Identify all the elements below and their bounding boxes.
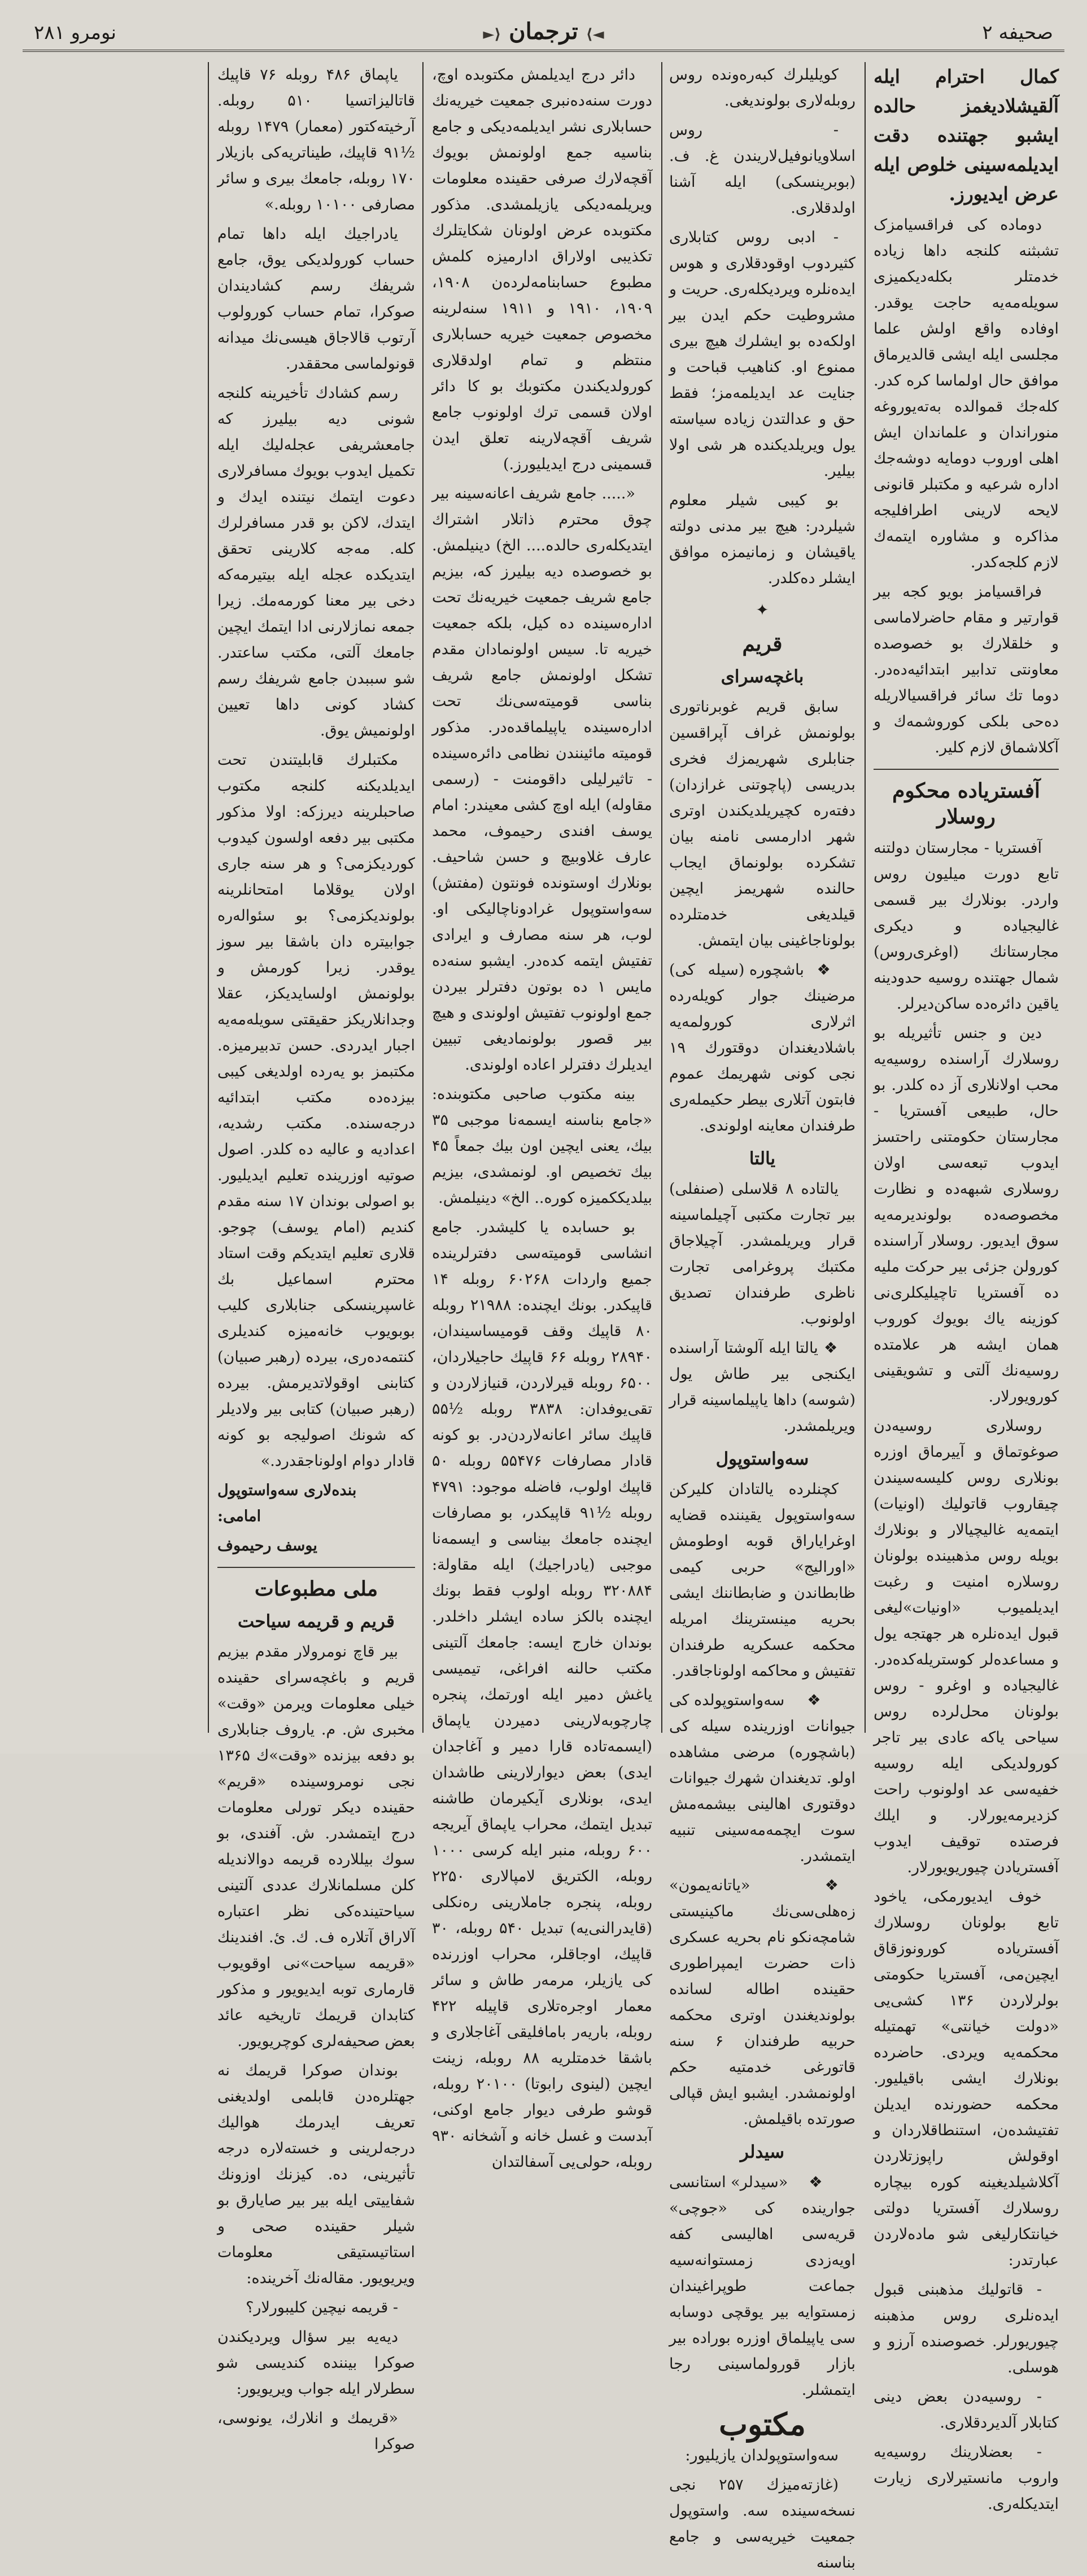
news-item: ❖ باشچوره (سیله کی) مرضینك جوار کویله‌رده اثرلاری کورولمه‌یه باشلادیغندان دوقتورك ۱۹ نجی کونی شهریمك عموم فابتون آتلاری بیطر حکیمله‌ری طرفندان معاینه اولوندی.	[669, 957, 855, 1139]
subhead-crimea-travel: قریم و قریمه سیاحت	[237, 1611, 395, 1632]
article-paragraph: بیر قاچ نومرولار مقدم بیزیم قریم و باغچه‌سرای حقینده خیلی معلومات ویرمن «وقت» مخبری ش. م. یاروف جنابلاری بو دفعه بیزنده «وقت»ك ۱۳۶۵ نجی نومروسینده «قریم» حقینده دیکر تورلی معلومات درج ایتمشدر. ش. آفندی، بو سوك بیللارده قریمه دوالاندیله کلن مسلمانلارك عددی آلتینی سیاحتینده‌کی نظر اعتباره آلاراق آتلاره ف. ك. ئ. افندینك «قریمه سیاحت»نی اوقویوب قارماری توبه ایدیویور و مذکور کتابدان قریمك تاریخیه عائد بعض صحیفه‌لری کوچریویور.	[217, 1643, 415, 2050]
article-paragraph: یالتاده ۸ قلاسلی (صنفلی) بیر تجارت مکتبی آچیلماسینه قرار ویریلمشدر. آچیلاجاق مکتبك پروغرامی تجارت ناظری طرفندان تصدیق اولونوب.	[669, 1180, 855, 1328]
article-paragraph: مکتبلرك قابلیتندن تحت ایدیلدیکنه کلنجه مکتوب صاحبلرینه دیرزکه: اولا مذکور مکتبی بیر دفعه اولسون کیدوب کوردیکزمی؟ و هر سنه جاری اولان یوقلاما امتحانلرینه بولوندیکزمی؟ بو سئواله‌ره جوابیتره دان باشقا بیر سوز یوقدر. زیرا کورمش و بولونمش اولسایدیکز، عقلا وجدانلاریکز حقیقتی سویله‌مه‌یه اجبار ایدردی. حسن تدبیرمیزه. مکتبمز بو یه‌رده اولدیغی کیبی بیزده‌ده مکتب ابتدائیه درجه‌سنده. مکتب رشدیه، اعدادیه و عالیه ده کلدر. اصول صوتیه اوزرینده تعلیم ایدیلیور. بو اصولی بوندان ۱۷ سنه مقدم کندیم (امام یوسف) چوجو. قلاری تعلیم ایتدیکم وقت استاد محترم اسماعیل بك غاسپرینسکی جنابلاری کلیب بوبویوب خانه‌میزه کندیلری کنتمه‌ده‌ری، بیرده (رهبر صبیان) کتابنی اوقولاتدیرمش. بیرده (رهبر صبیان) کتابی بیر ولادیلر که شونك اصولیجه بو کونه قادار دوام اولوناجقدرد.»	[217, 751, 416, 1470]
signature-title: بنده‌لاری سه‌واستوپول امامی:	[217, 1482, 357, 1525]
section-separator	[874, 769, 1059, 770]
article-paragraph: رسم کشادك تأخیرینه کلنجه شونی دیه بیلیرز که جامعشریفی عجله‌لیك ایله تکمیل ایدوب بویوك مسافرلاری دعوت ایتمك نیتنده ایدك و ایتدك، لاکن بو قدر مسافرلرك کله. مه‌جه کلارینی تحقق ایتدیکده عجله ایله بیتیرمه‌که دخی بیر معنا کورمه‌مك. زیرا جمعه نمازلارنی ادا ایتمك ایچین جامعك آلتی، مکتب ساعتدر. شو سببدن جامع شریفك رسم کشاد کونی داها تعیین اولونمیش یوق.	[217, 384, 415, 739]
news-item: ❖ «سیدلر» استانسی جوارینده کی «جوچی» قریه‌سی اهالیسی کفه اویه‌زدی زمستوانه‌سیه جماعت طوپراغیندان زمستوایه بیر یوقچی دوسابه سی یاپیلماق اوزره بوراده بیر بازار قورولماسینی رجا ایتمشلر.	[669, 2170, 855, 2403]
article-paragraph: یاپماق ۴۸۶ روبله ۷۶ قاپیك قاتالیزاتسیا ۵۱۰ روبله. آرخیته‌کتور (معمار) ۱۴۷۹ روبله ½۹۱ قاپیك، طیناتریه‌کی بازیلار ۱۷۰ روبله، جامعك بیری و سائر مصارفی ۱۰۱۰۰ روبله.»	[217, 66, 415, 213]
headline-national-press: ملی مطبوعات	[254, 1577, 378, 1601]
column-1	[874, 62, 1059, 2513]
lead-paragraph: کمال احترام ایله آلقیشلادیغمز حالده ایشبو جهتنده دقت ایدیلمه‌سینی خلوص ایله عرض ایدیورز.	[874, 65, 1059, 205]
article-paragraph: - روس اسلاویانوفیل‌لاریندن غ. ف. (بوبرینسکی) ایله آشنا اولدقلاری.	[669, 121, 855, 217]
article-paragraph: آفستریا - مجارستان دولتنه تابع دورت میلیون روس واردر. بونلارك بیر قسمی غالیجیاده و دیکری مجارستانك (اوغری‌روس) شمال جهتنده روسیه حدودینه یاقین دائره‌ده ساکن‌دیرلر.	[874, 839, 1059, 1013]
column-3	[432, 62, 653, 2171]
article-paragraph: بو کیبی شیلر معلوم شیلردر: هیچ بیر مدنی دولته یاقیشان و زمانیمزه موافق ایشلر ده‌کلدر.	[669, 492, 855, 587]
article-paragraph: یادراجیك ایله داها تمام حساب کورولدیکی یوق، جامع شریفك رسم کشادیندان صوکرا، تمام حساب کورولوب آرتوب قالاجاق هیسی‌نك میدانه قونولماسی محققدر.	[217, 225, 415, 373]
headline-austria: آفستریاده محکوم روسلار	[892, 779, 1040, 829]
paper-name: ترجمان	[509, 18, 578, 45]
letter-origin: سه‌واستوپولدان یازیلیور:	[685, 2447, 839, 2464]
article-paragraph: «..... جامع شریف اعانه‌سینه بیر چوق محترم ذاتلار اشتراك ایتدیکله‌ری حالده.... الخ) دینیلمش. بو خصوصده دیه بیلیرز که، بیزیم جامع شریف جمعیت خیریه‌نك تحت اداره‌سینده ده کیل، بلکه جمعیت خیریه تا. سیس اولونمادان مقدم تشکل اولونمش جامع شریف بناسی قومیته‌سی‌نك تحت اداره‌سینده یاپیلماقده‌در. مذکور قومیته مائینندن نظامی دائره‌سینده - تاثیرلیلی داقومنت - (رسمی مقاوله) ایله اوچ کشی معیندر: امام یوسف افندی رحیموف، محمد عارف غلاوبیچ و حسن شاحیف. بونلارك اوستونده فونتون (مفتش) سه‌واستوپول غرادوناچالیکی او. لوب، هر سنه مصارف و ایرادی تفتیش ایتمه کده‌در. ایشبو سنه‌ده مایس ۱ ده بوتون دفترلر بیردن جمع اولونوب تفتیش اولوندی و هیچ بیر قصور بولونمادیغی تبیین ایدیلرك دفترلر اعاده اولوندی.	[432, 485, 652, 1074]
column-divider	[865, 62, 866, 1733]
article-paragraph: - قاتولیك مذهبنی قبول ایده‌نلری روس مذهبنه چیوریورلر. خصوصنده آرزو و هوسلی.	[874, 2281, 1059, 2376]
news-item: ❖ «یاتانه‌یمون» زه‌هلی‌سی‌نك ماکینیستی شامچه‌نکو نام بحریه عسکری ذات حضرت ایمپراطوری حقینده اطاله لسانده بولوندیغندن اوتری محکمه حربیه طرفندان ۶ سنه قاتورغی خدمتیه حکم اولونمشدر. ایشبو ایش قپالی صورتده باقیلمش.	[669, 1873, 855, 2132]
subhead-bakhchisaray: باغچه‌سرای	[721, 667, 804, 687]
article-paragraph: کچنلرده یالتادان کلیرکن سه‌واستوپول یقیننده قضایه اوغرایاراق قوبه اوطومش «اورالیج» حربی کیمی ظابطاندن و ضابطاننك ایشی بحریه مینسترینك امریله محکمه عسکریه طرفندان تفتیش و محاکمه اولوناجاقدر.	[669, 1480, 855, 1680]
signature-name: یوسف رحیموف	[217, 1537, 317, 1554]
headline-crimea: قریم	[742, 632, 783, 656]
news-item: ❖ سه‌واستوپولده کی جیوانات اوزرینده سیله کی (باشچوره) مرضی مشاهده اولو. تدیغندان شهرك جیوانات دوقتوری اهالینی بیشمه‌مش سوت ایچمه‌مه‌سینی تنبیه ایتمشدر.	[669, 1688, 855, 1869]
subhead-yalta: یالتا	[749, 1149, 776, 1169]
column-4	[217, 62, 416, 2453]
news-item: ❖ یالتا ایله آلوشتا آراسنده ایکنجی بیر طاش یول (شوسه) داها یاپیلماسینه قرار ویریلمشدر.	[669, 1335, 855, 1439]
article-paragraph: - بعضلارینك روسیه‌یه واروب مانستیرلاری زیارت ایتدیکله‌ری.	[874, 2443, 1059, 2513]
column-2	[669, 62, 855, 2571]
article-paragraph: - ادبی روس کتابلاری کثیردوب اوقودقلاری و هوس ایده‌نلره ویردیکله‌ری. حریت و مشروطیت حکم ایدن بیر اولکه‌ده بو ایشلرك هیچ بیری ممنوع او. کناهیب قباحت و جنایت عد ایدیلمه‌مز؛ فقط حق و عدالتدن زیاده سیاسته یول ویریلدیکنده هر شی اولا بیلیر.	[669, 229, 855, 480]
star-ornament-icon: ✦	[756, 601, 769, 619]
article-paragraph: - روسیه‌دن بعض دینی کتابلار آلدیردقلاری.	[874, 2388, 1059, 2432]
masthead	[23, 16, 1064, 52]
article-paragraph: (غازته‌میزك ۲۵۷ نجی نسخه‌سینده سه. واستوپول جمعیت خیریه‌سی و جامع بناسنه	[669, 2476, 855, 2571]
issue-number: نومرو ۲۸۱	[34, 21, 117, 44]
article-paragraph: بو حسابده یا کلیشدر. جامع انشاسی قومیته‌سی دفترلرینده جمیع واردات ۶۰۲۶۸ روبله ۱۴ قاپیکدر. بونك ایچنده: ۲۱۹۸۸ روبله ۸۰ قاپیك وقف قومیساسیندان، ۲۸۹۴۰ روبله ۶۶ قاپیك حاجیلاردان، ۶۵۰۰ روبله قیرلاردن، قنیازلاردن و تقی‌یوفدان: ۳۸۳۸ روبله ½۵۵ قاپیك سائر اعانه‌لاردن‌در. بو کونه قادار مصارفات ۵۵۴۷۶ روبله ۵۰ قاپیك اولوب، فاضله موجود: ۴۷۹۱ روبله ½۹۱ قاپیکدر، بو مصارفات ایچنده جامعك بیناسی و ایسمه‌نا موجبی (یادراجیك) ایله مقاولة: ۳۲۰۸۸۴ روبله اولوب فقط بونك ایچنده بالکز ساده ایشلر داخلدر. بوندان خارج ایسه: جامعك آلتینی مکتب حالنه افراغی، تیمیسی یاغش دمیر ایله اورتمك، پنجره چارچوبه‌لارینی دمیردن یاپماق (ایسمه‌تاده قارا دمیر و آغاجدان ایدی) بعض دیوارلارینی طاشدان ایدی، بونلاری آیکیرمان طاشنه تبدیل ایتمك، محراب یاپماق آیریجه ۶۰۰ روبله، منبر ایله کرسی ۱۰۰۰ روبله، الکتریق لامپالاری ۲۲۵۰ روبله، پنجره جاملارینی ره‌نکلی (قایدرالنی‌یه) تبدیل ۵۴۰ روبله، ۳۰ قاپیك، اوجاقلر، محراب اوزرنده کی یازیلر، مرمه‌ر طاش و سائر معمار اوجره‌تلاری قاپیله ۴۲۲ روبله، باریه‌ر بامافلیقی آغاجلاری و باشقا خدمتلریه ۸۸ روبله، زینت ایچین (لینوی رابوتا) ۲۰۱۰۰ روبله، قوشو طرفی دیوار جامع اوکنی، آبدست و غسل خانه و آشخانه ۹۳۰ روبله، حولی‌یی آسفالتدان	[432, 1219, 653, 2171]
article-paragraph: دائر درج ایدیلمش مکتوبده اوچ، دورت سنه‌ده‌نبری جمعیت خیریه‌نك حسابلاری نشر ایدیلمه‌دیکی و جامع بناسیه جمع اولونمش بویوك آقچه‌لارك صرفی حقینده معلومات ویریلمه‌دیکی یازیلمشدی. مذکور مکتوبده عرض اولونان شکایتلرك تکذیبی اولاراق ادارمیزه کلمش مطبوع حسابنامه‌لرده‌ن ۱۹۰۸، ۱۹۰۹، ۱۹۱۰ و ۱۹۱۱ سنه‌لرینه مخصوص جمعیت خیریه حسابلاری منتظم و تمام اولدقلاری کورولدیکندن مکتوبك بو کا دائر اولان قسمی ترك اولونوب جامع شریف آقچه‌لارینه تعلق ایدن قسمینی درج ایدیلیورز.)	[432, 66, 653, 473]
article-paragraph: خوف ایدیورمکی، یاخود تابع بولونان روسلارك آفستریا‌ده کورونوزقاق ایچین‌می، آفستریا حکومتی بولرلاردن ۱۳۶ کشی‌یی «دولت خیانتی» تهمتیله محکمه‌یه ویردی. حاضرده بونلارك ایشی باقیلیور. محکمه حضورنده ایدیلن تفتیشده‌ن، استنطاقلاردان و اوقولش راپوزتلاردن آکلاشیلدیغینه کوره بیچاره روسلارك آفستریا دولتی خیانتکارلیغی شو ماده‌لاردن عبارتدر:	[874, 1888, 1059, 2269]
headline-letter: مکتوب	[719, 2406, 806, 2442]
article-paragraph: فراقسیامز بویو کجه بیر قوارتیر و مقام حاضرلاماسی و خلقلارك بو خصوصده معاونتی تدابیر ابتدائیه‌ده‌در. دوما تك سائر فراقسیالاریله ده‌حی بلکی کوروشمه‌ك و آکلاشماق لازم کلیر.	[874, 583, 1059, 756]
column-divider	[208, 62, 209, 1733]
column-divider	[661, 62, 662, 1733]
ornament-right-icon: ◄⟩	[586, 26, 604, 43]
article-paragraph: بوندان صوکرا قریمك نه جهتلره‌دن قابلمی اولدیغنی تعریف ایدرمك هوالیك درجه‌لرینی و خسته‌لاره درجه تأثیرینی، ده. کیزنك اوزونك شفاییتی ایله بیر بیر صایارق بو شیلر حقینده صحی و استاتیستیقی معلومات ویریویور. مقاله‌نك آخرینده:	[217, 2062, 415, 2287]
article-paragraph: دوماده کی فراقسیامزک تشبثنه کلنجه داها زیاده خدمتلر بکله‌دیکمیزی سویله‌مه‌یه حاجت یوقدر. اوفاده واقع اولش علما مجلسی ایله ایشی قالدیرماق موافق حال اولماسا کره کدر. کله‌جك قموالده به‌ته‌یوروغه منوراندان و علماندان ایش اهلی اوروب دومایه دوشه‌جك اداره شرعیه و مکتبلر قانونی لایحه لارینی اطرافلیجه مذاکره و مشاوره ایتمه‌ك لازم کلجه‌کدر.	[874, 216, 1059, 571]
ornament-left-icon: ⟨►	[483, 26, 501, 43]
subhead-sevastopol: سه‌واستوپول	[715, 1449, 809, 1469]
section-separator	[217, 1567, 415, 1568]
column-divider	[422, 62, 424, 1733]
paper-title	[23, 18, 1064, 45]
article-paragraph: - قریمه نیچین کلیبورلار؟	[246, 2299, 398, 2316]
article-paragraph: روسلاری روسیه‌دن صوغوتماق و آییرماق اوزره بونلاری روس کلیسه‌سیندن چیقاروب قاتولیك (اونیات) ایتمه‌یه غالیچیالار و بونلارك بویله روس مذهبینده بولونان روسلاره امنیت و رغبت ایدیلمیوب «اونیات»لیغی قبول ایده‌نلره هر جهتجه یول و مساعده‌لر کوستریله‌کده‌در. غالیجیاده و اوغرو - روس بولونان محل‌لرده روس سیاحی یاکه عادی بیر تاجر کورولدیکی ایله روسیه خفیه‌سی عد اولونوب راحت کزدیرمه‌یورلار. و ایلك فرصتده توقیف ایدوب آفستریادن چیوریویورلار.	[874, 1417, 1059, 1876]
article-paragraph: «قریمك و انلارك، یونوسی، صوکرا	[217, 2409, 415, 2453]
article-paragraph: سابق قریم غوبرناتوری بولونمش غراف آپراقسین جنابلری شهریمزك فخری بدریسی (پاچوتنی غرازدان) دفته‌ره کچیریلدیکندن اوتری شهر ادارمسی نامنه بیان تشکرده بولونماق ایجاب حالنده شهریمز ایچین قیلدیغی خدمتلرده بولوناجاغینی بیان ایتمش.	[669, 698, 855, 949]
article-paragraph: بینه مکتوب صاحبی مکتوبنده: «جامع بناسنه ایسمه‌نا موجبی ۳۵ بیك، یعنی ایچین اون بیك جمعاً ۴۵ بیك تخصیص او. لونمشدی، بیزیم بیلدیککمیزه کوره.. الخ» دینیلمش.	[432, 1085, 652, 1207]
subhead-sidler: سیدلر	[740, 2142, 785, 2162]
article-paragraph: دین و جنس تأثیریله بو روسلارك آراسنده روسیه‌یه محب اولانلاری آز ده کلدر. بو حال، طبیعی آفستریا - مجارستان حکومتنی راحتسز ایدوب تبعه‌سی اولان روسلاری شبهه‌ده و نظارت مخصوصه‌ده بولوندیرمه‌یه سوق ایدیور. روسلار آراسنده کورولن جزئی بیر حرکت ملیه ده آفستریا تاچیلیکلری‌نی کوزینه یاك بویوك کوروب همان ایشه هر علامتده روسیه‌نك آلتی و تشویقینی کورویورلار.	[874, 1024, 1059, 1405]
article-paragraph: دیه‌یه بیر سؤال ویردیکندن صوکرا بیننده کندیسی شو سطرلار ایله جواب ویریویور:	[217, 2328, 415, 2398]
page-number: صحیفه ۲	[982, 21, 1053, 44]
article-paragraph: کویلیلرك کبه‌ره‌ونده روس روبله‌لاری بولوندیغی.	[669, 66, 855, 109]
